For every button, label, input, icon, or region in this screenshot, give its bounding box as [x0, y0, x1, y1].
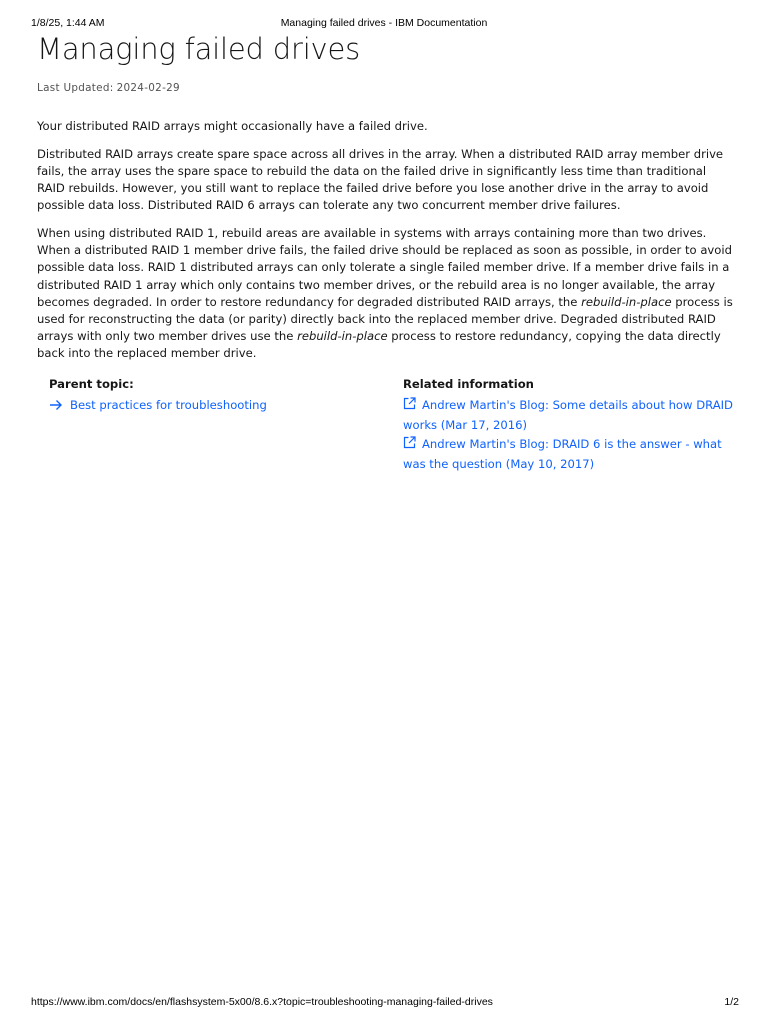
print-header: [0, 17, 768, 31]
last-updated-value: 2024-02-29: [116, 82, 180, 94]
external-link-icon: [403, 436, 416, 455]
related-link-draid-details[interactable]: [403, 396, 743, 435]
paragraph-raid-1-part-2: process is used for reconstructing the data (or parity) directly back into the replaced member drive. Degraded distributed RAID arrays with only two member drives use the: [37, 294, 733, 344]
parent-topic: [49, 375, 369, 417]
print-doc-title: Managing failed drives - IBM Documentation: [280, 17, 488, 29]
paragraph-intro: Your distributed RAID arrays might occasionally have a failed drive.: [37, 119, 428, 133]
paragraph-raid-1-part-1: When using distributed RAID 1, rebuild areas are available in systems with arrays containing more than two drives. When a distributed RAID 1 member drive fails, the failed drive should be replaced as soon as possible, in order to avoid possible data loss. RAID 1 distributed arrays can only tolerate a single failed member drive. If a member drive fails in a distributed RAID 1 array which only contains two member drives, or the rebuild area is no longer available, the array becomes degraded. In order to restore redundancy for degraded distributed RAID arrays, the: [37, 226, 732, 309]
parent-topic-heading: Parent topic:: [49, 377, 134, 391]
related-link-draid-details-label: Andrew Martin's Blog: Some details about how DRAID works (Mar 17, 2016): [403, 398, 733, 432]
arrow-right-icon: [49, 398, 63, 417]
last-updated: [37, 82, 183, 94]
paragraph-distributed-raid: Distributed RAID arrays create spare space across all drives in the array. When a distributed RAID array member drive fails, the array uses the spare space to rebuild the data on the failed drive in significantly less time than traditional RAID rebuilds. However, you still want to replace the failed drive before you lose another drive in the array to avoid possible data loss. Distributed RAID 6 arrays can tolerate any two concurrent member drive failures.: [37, 146, 724, 213]
print-date: 1/8/25, 1:44 AM: [31, 17, 105, 29]
related-information-heading: Related information: [403, 377, 534, 391]
related-link-draid-6-label: Andrew Martin's Blog: DRAID 6 is the answer - what was the question (May 10, 2017): [403, 437, 722, 471]
print-page-number: 1/2: [724, 996, 739, 1008]
external-link-icon: [403, 397, 416, 416]
paragraph-raid-1-part-3: process to restore redundancy, copying the data directly back into the replaced member drive.: [37, 329, 721, 361]
page-title: Managing failed drives: [37, 32, 361, 66]
parent-topic-link[interactable]: [49, 396, 369, 417]
rebuild-in-place-term-1: rebuild-in-place: [581, 294, 672, 309]
parent-topic-link-label: Best practices for troubleshooting: [70, 398, 267, 412]
paragraph-raid-1: [37, 225, 737, 363]
rebuild-in-place-term-2: rebuild-in-place: [297, 329, 388, 344]
related-link-draid-6[interactable]: [403, 435, 743, 474]
related-information: [403, 375, 743, 474]
last-updated-label: Last Updated:: [37, 82, 114, 94]
print-url: https://www.ibm.com/docs/en/flashsystem-5x00/8.6.x?topic=troubleshooting-managing-failed-drives: [31, 996, 493, 1008]
article-body: [37, 118, 737, 373]
